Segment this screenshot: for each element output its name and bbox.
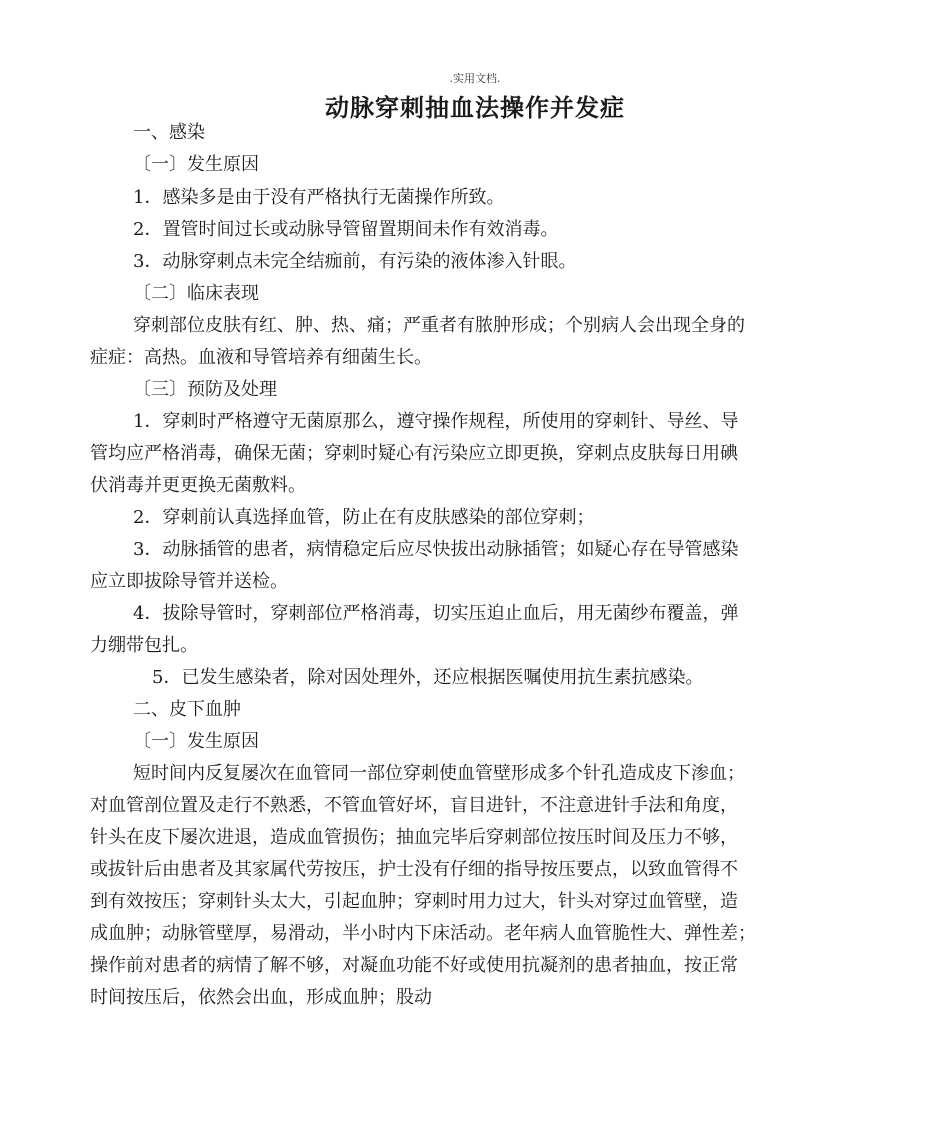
paragraph-line: 到有效按压；穿刺针头太大，引起血肿；穿刺时用力过大，针头对穿过血管壁，造 bbox=[90, 891, 738, 912]
paragraph-line: 4．拔除导管时，穿刺部位严格消毒，切实压迫止血后，用无菌纱布覆盖，弹 bbox=[133, 603, 739, 624]
paragraph-line: 2．穿刺前认真选择血管，防止在有皮肤感染的部位穿刺； bbox=[133, 507, 595, 528]
paragraph-line: 或拔针后由患者及其家属代劳按压，护士没有仔细的指导按压要点，以致血管得不 bbox=[90, 859, 738, 880]
paragraph-line: 1．穿刺时严格遵守无菌原那么，遵守操作规程，所使用的穿刺针、导丝、导 bbox=[133, 411, 739, 432]
paragraph-line: 时间按压后，依然会出血，形成血肿；股动 bbox=[90, 987, 432, 1008]
paragraph-line: 伏消毒并更更换无菌敷料。 bbox=[90, 475, 306, 496]
paragraph-line: 操作前对患者的病情了解不够，对凝血功能不好或使用抗凝剂的患者抽血，按正常 bbox=[90, 955, 738, 976]
paragraph-line: 力绷带包扎。 bbox=[90, 635, 198, 656]
paragraph-line: 管均应严格消毒，确保无菌；穿刺时疑心有污染应立即更换，穿刺点皮肤每日用碘 bbox=[90, 443, 738, 464]
paragraph-line: 3．动脉插管的患者，病情稳定后应尽快拔出动脉插管；如疑心存在导管感染 bbox=[133, 539, 739, 560]
paragraph-line: 2．置管时间过长或动脉导管留置期间未作有效消毒。 bbox=[133, 219, 559, 240]
subsection-heading-causes: 〔一〕发生原因 bbox=[133, 154, 259, 175]
paragraph-line: 短时间内反复屡次在血管同一部位穿刺使血管壁形成多个针孔造成皮下渗血； bbox=[133, 763, 745, 784]
subsection-heading-clinical: 〔二〕临床表现 bbox=[133, 283, 259, 304]
document-title: 动脉穿刺抽血法操作并发症 bbox=[325, 94, 625, 122]
paragraph-line: 症症：高热。血液和导管培养有细菌生长。 bbox=[90, 347, 432, 368]
paragraph-line: 成血肿；动脉管壁厚，易滑动，半小时内下床活动。老年病人血管脆性大、弹性差； bbox=[90, 923, 756, 944]
header-note: .实用文档. bbox=[449, 72, 501, 85]
paragraph-line: 针头在皮下屡次进退，造成血管损伤；抽血完毕后穿刺部位按压时间及压力不够， bbox=[90, 827, 738, 848]
paragraph-line: 3．动脉穿刺点未完全结痂前，有污染的液体渗入针眼。 bbox=[133, 251, 577, 272]
section-heading-hematoma: 二、皮下血肿 bbox=[133, 699, 241, 720]
paragraph-line: 穿刺部位皮肤有红、肿、热、痛；严重者有脓肿形成；个别病人会出现全身的 bbox=[133, 315, 745, 336]
subsection-heading-causes: 〔一〕发生原因 bbox=[133, 731, 259, 752]
paragraph-line: 1．感染多是由于没有严格执行无菌操作所致。 bbox=[133, 187, 505, 208]
paragraph-line: 对血管剖位置及走行不熟悉，不管血管好坏，盲目进针，不注意进针手法和角度， bbox=[90, 795, 738, 816]
section-heading-infection: 一、感染 bbox=[133, 122, 205, 143]
paragraph-line: 应立即拔除导管并送检。 bbox=[90, 571, 288, 592]
paragraph-line: 5．已发生感染者，除对因处理外，还应根据医嘱使用抗生素抗感染。 bbox=[152, 667, 704, 688]
subsection-heading-prevention: 〔三〕预防及处理 bbox=[133, 379, 277, 400]
